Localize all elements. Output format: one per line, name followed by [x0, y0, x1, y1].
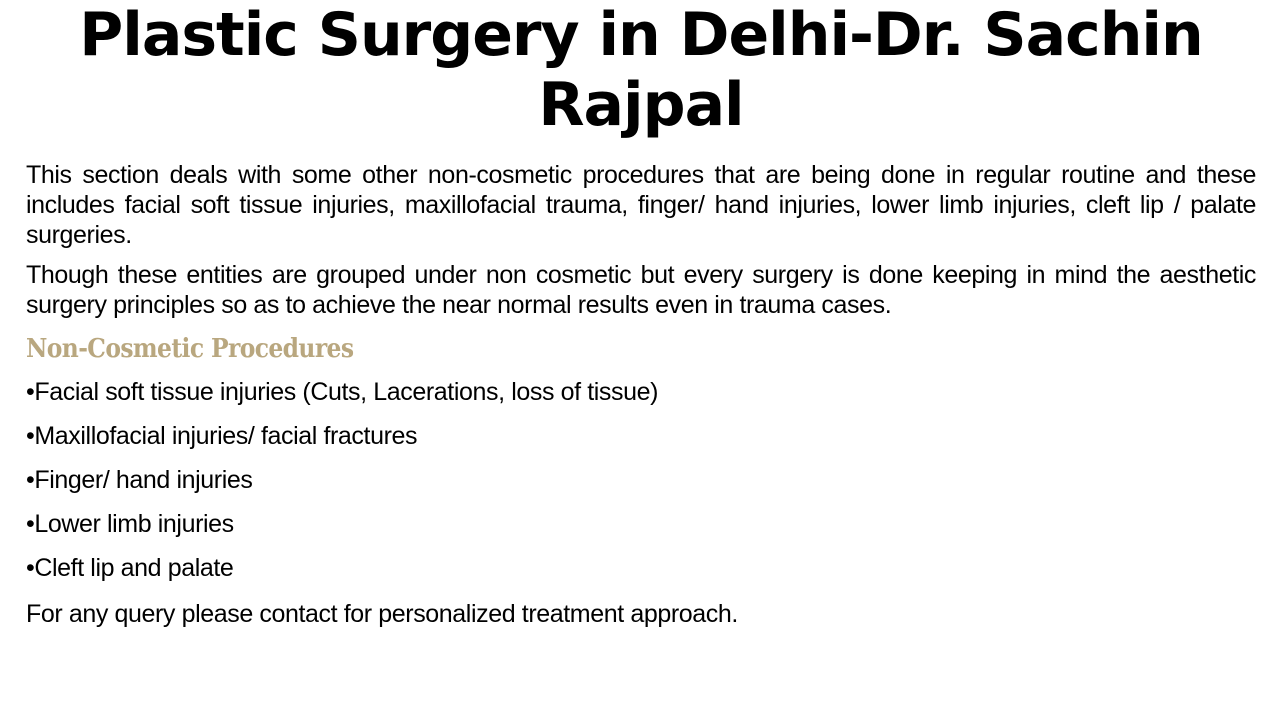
- closing-note: For any query please contact for personalized treatment approach.: [26, 600, 738, 628]
- list-item-text: Lower limb injuries: [34, 510, 234, 538]
- slide-title: Plastic Surgery in Delhi-Dr. Sachin Rajpal: [79, 0, 1203, 140]
- list-item-text: Cleft lip and palate: [34, 554, 234, 582]
- bullet-icon: •: [26, 466, 35, 494]
- list-item: [26, 370, 1256, 414]
- list-item: [26, 458, 1256, 502]
- slide-body: [26, 160, 1256, 634]
- list-item: [26, 414, 1256, 458]
- bullet-icon: •: [26, 510, 35, 538]
- bullet-icon: •: [26, 378, 35, 406]
- list-item-text: Facial soft tissue injuries (Cuts, Lacerations, loss of tissue): [34, 378, 659, 406]
- section-heading: Non-Cosmetic Procedures: [26, 334, 354, 364]
- bullet-icon: •: [26, 554, 35, 582]
- list-item: [26, 546, 1256, 590]
- intro-paragraph: This section deals with some other non-cosmetic procedures that are being done in regular routine and these includes facial soft tissue injuries, maxillofacial trauma, finger/ hand injuries, lower limb injuries, cleft lip / palate surgeries.: [26, 161, 1256, 249]
- bullet-icon: •: [26, 422, 35, 450]
- list-item: [26, 502, 1256, 546]
- aesthetic-paragraph: Though these entities are grouped under non cosmetic but every surgery is done keeping in mind the aesthetic surgery principles so as to achieve the near normal results even in trauma cases.: [26, 261, 1256, 319]
- list-item-text: Finger/ hand injuries: [34, 466, 253, 494]
- list-item-text: Maxillofacial injuries/ facial fractures: [34, 422, 418, 450]
- procedure-list: [26, 370, 1256, 590]
